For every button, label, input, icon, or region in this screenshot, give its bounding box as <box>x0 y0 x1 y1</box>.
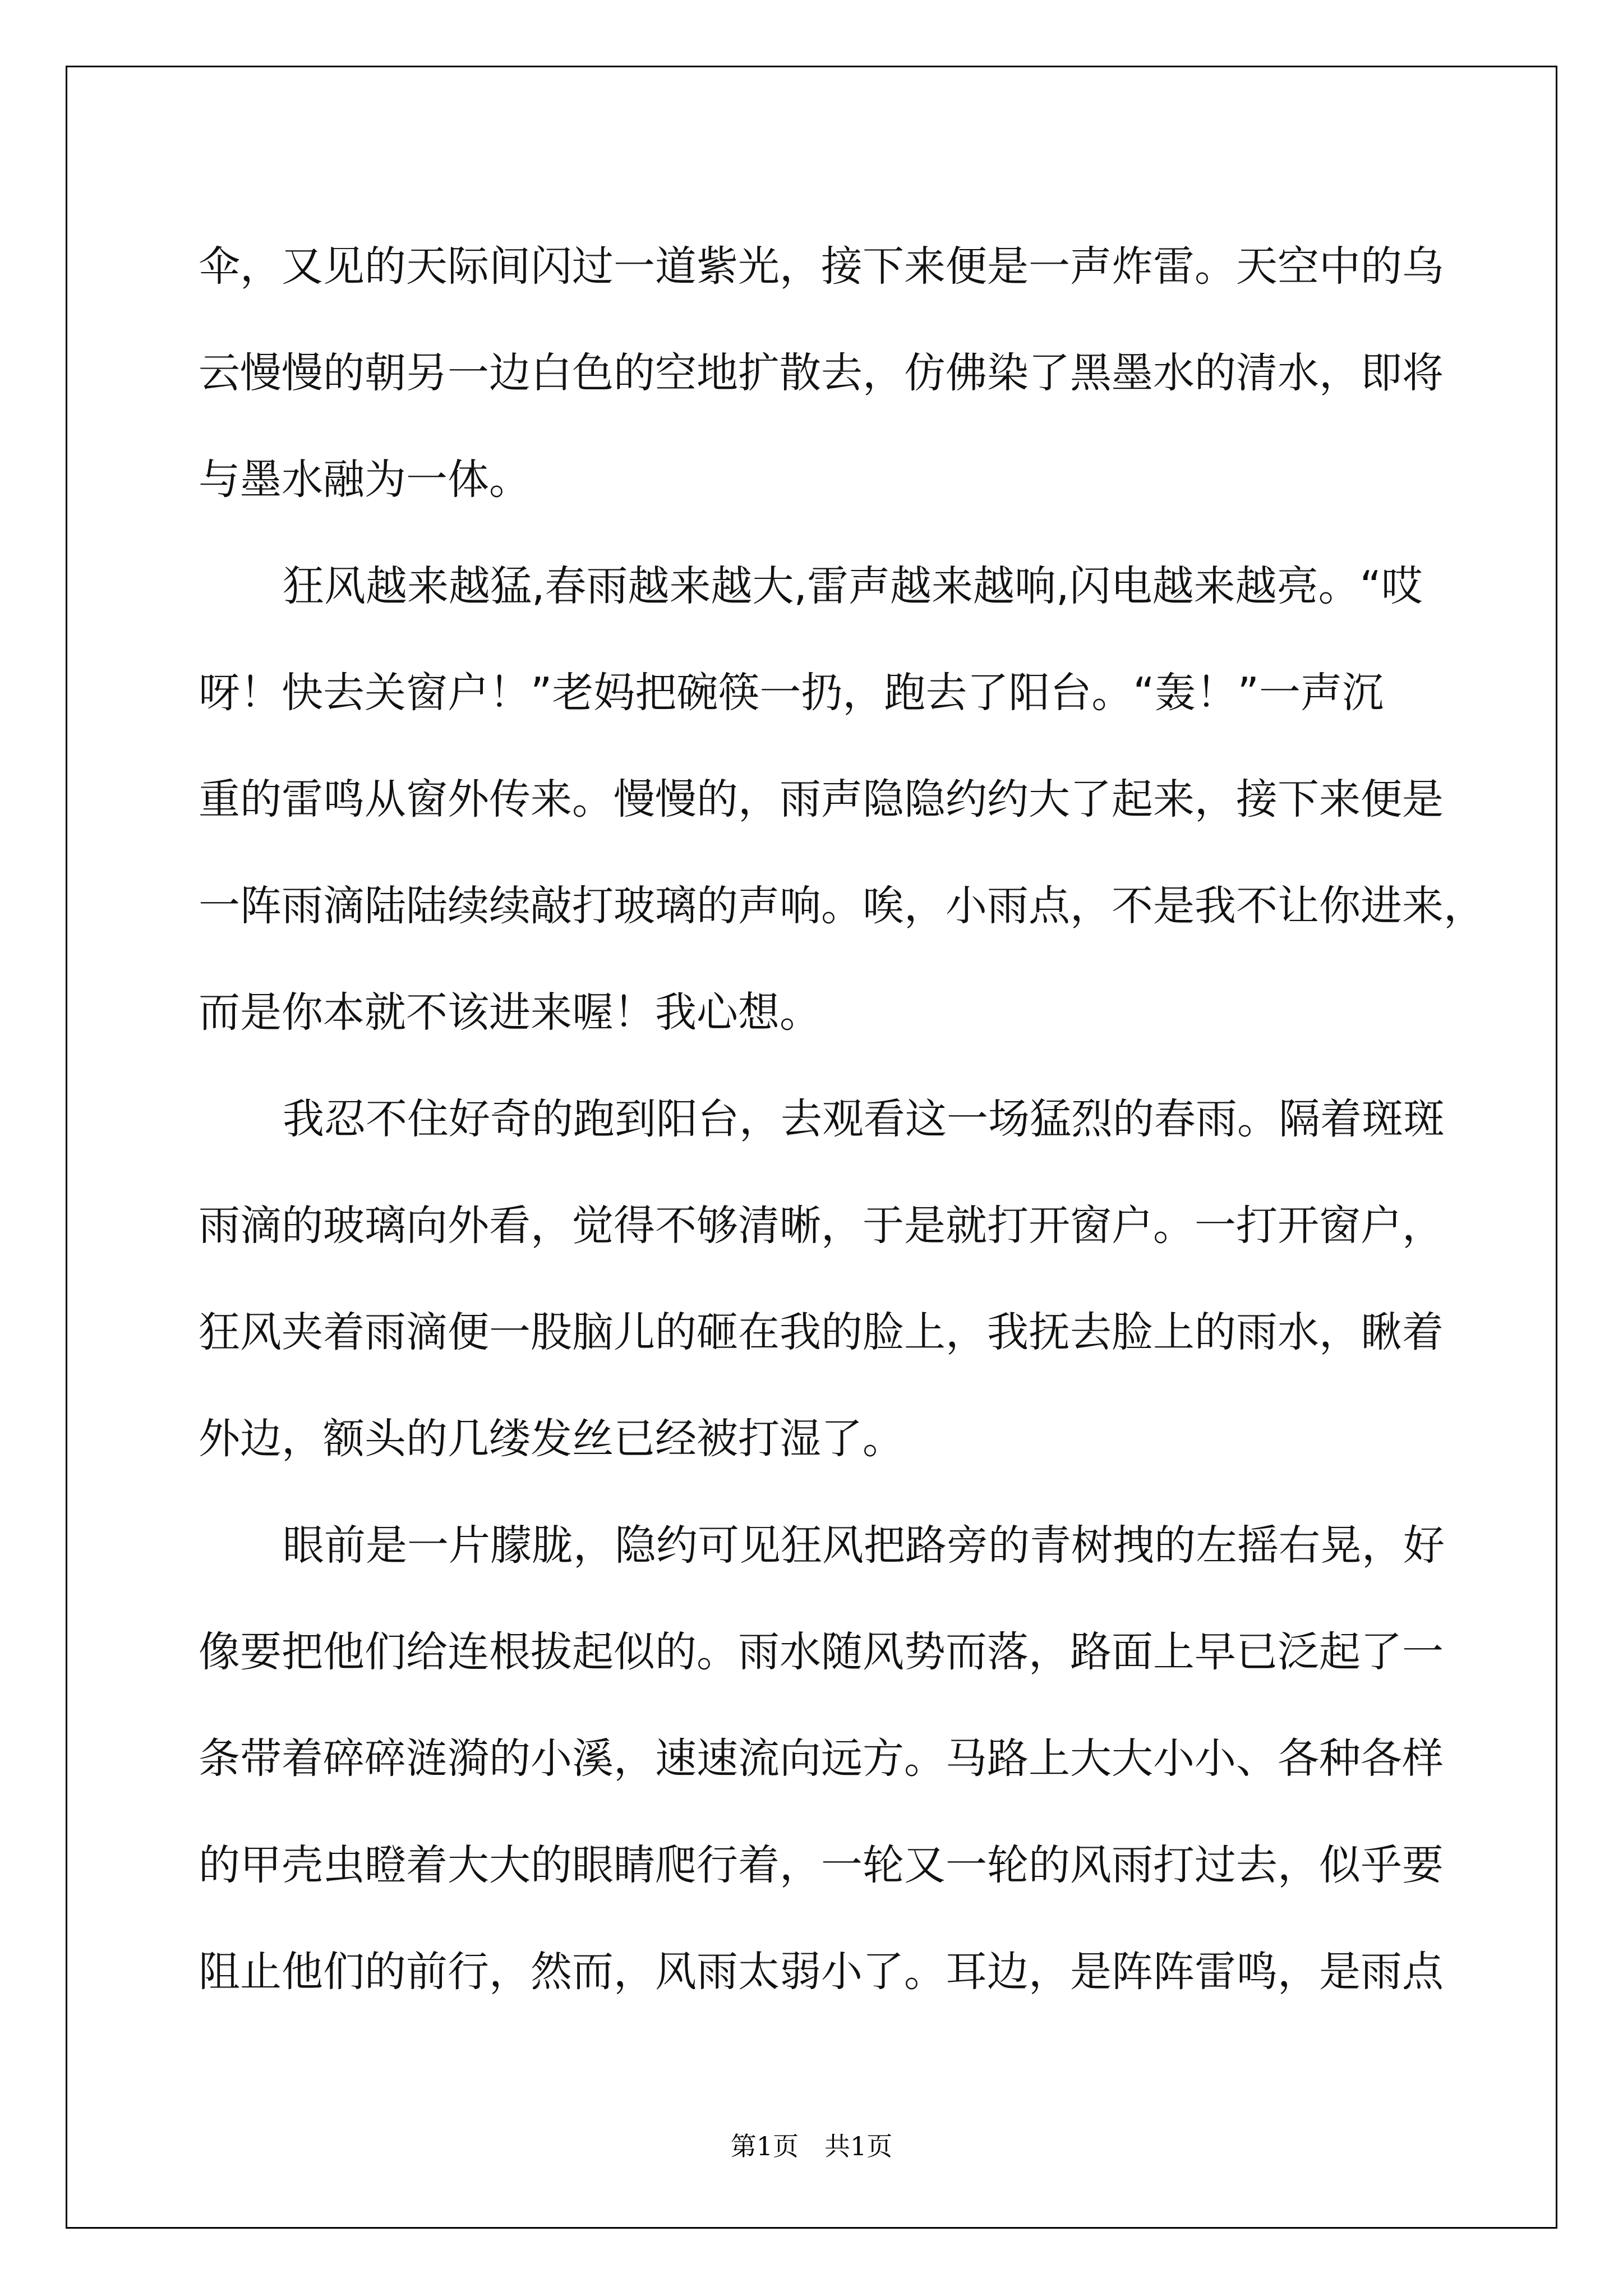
text-line: 我忍不住好奇的跑到阳台，去观看这一场猛烈的春雨。隔着斑斑 <box>283 1095 1445 1143</box>
text-line: 重的雷鸣从窗外传来。慢慢的，雨声隐隐约约大了起来，接下来便是 <box>199 775 1444 823</box>
page-total: 共1页 <box>824 2131 893 2161</box>
text-line: 像要把他们给连根拔起似的。雨水随风势而落，路面上早已泛起了一 <box>199 1628 1444 1676</box>
document-body <box>199 213 1485 2025</box>
text-line: 伞，又见的天际间闪过一道紫光，接下来便是一声炸雷。天空中的乌 <box>199 242 1444 291</box>
text-line: 的甲壳虫瞪着大大的眼睛爬行着，一轮又一轮的风雨打过去，似乎要 <box>199 1841 1444 1889</box>
text-line: 外边，额头的几缕发丝已经被打湿了。 <box>199 1415 904 1463</box>
text-line: 狂风夹着雨滴便一股脑儿的砸在我的脸上，我抚去脸上的雨水，瞅着 <box>199 1308 1444 1356</box>
text-line: 云慢慢的朝另一边白色的空地扩散去，仿佛染了黑墨水的清水，即将 <box>199 349 1444 397</box>
text-line: 呀！快去关窗户！”老妈把碗筷一扔，跑去了阳台。“轰！”一声沉 <box>199 669 1384 717</box>
text-line: 眼前是一片朦胧，隐约可见狂风把路旁的青树拽的左摇右晃，好 <box>283 1521 1445 1570</box>
text-line: 雨滴的玻璃向外看，觉得不够清晰，于是就打开窗户。一打开窗户， <box>199 1202 1444 1250</box>
text-line: 而是你本就不该进来喔！我心想。 <box>199 988 821 1037</box>
text-line: 与墨水融为一体。 <box>199 455 531 504</box>
text-line: 一阵雨滴陆陆续续敲打玻璃的声响。唉，小雨点，不是我不让你进来， <box>199 882 1485 930</box>
page-footer <box>0 2126 1623 2163</box>
text-line: 阻止他们的前行，然而，风雨太弱小了。耳边，是阵阵雷鸣，是雨点 <box>199 1948 1444 1996</box>
text-line: 狂风越来越猛,春雨越来越大,雷声越来越响,闪电越来越亮。“哎 <box>283 562 1423 610</box>
page-number: 第1页 <box>730 2131 799 2161</box>
text-line: 条带着碎碎涟漪的小溪，速速流向远方。马路上大大小小、各种各样 <box>199 1734 1444 1783</box>
